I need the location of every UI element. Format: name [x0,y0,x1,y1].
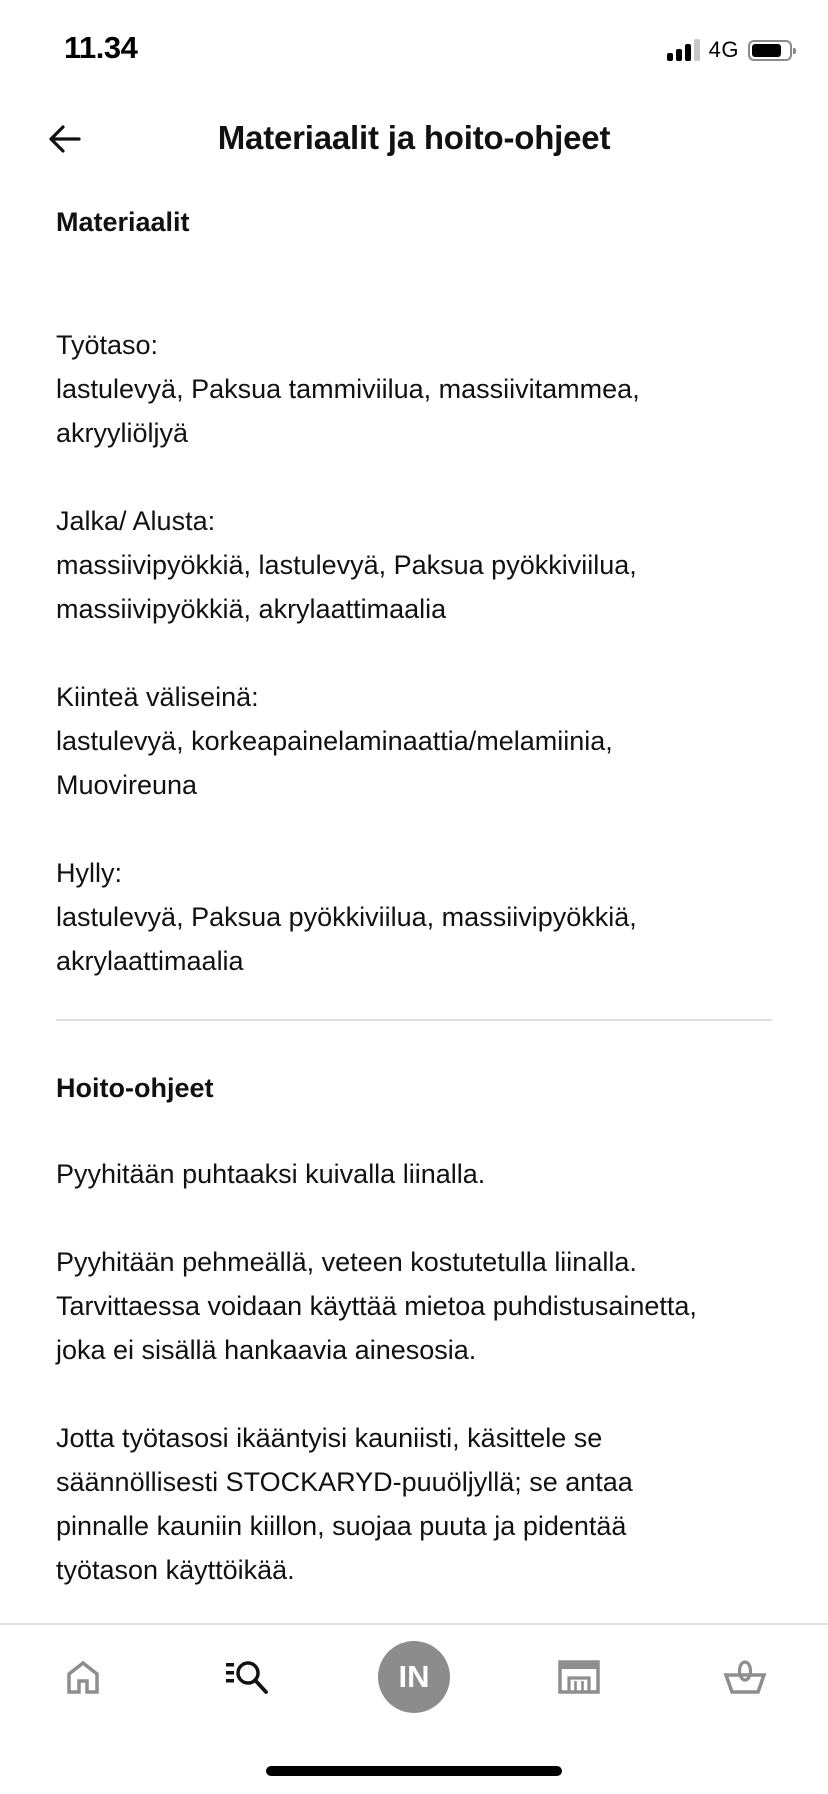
material-value: massiivipyökkiä, akrylaattimaalia [56,594,447,624]
material-value: massiivipyökkiä, lastulevyä, Paksua pyökkiviilua, [56,550,637,580]
care-paragraph [56,1416,786,1592]
nav-store[interactable] [529,1625,629,1729]
care-line: joka ei sisällä hankaavia ainesosia. [56,1335,477,1365]
care-line: Pyyhitään pehmeällä, veteen kostutetulla liinalla. [56,1247,637,1277]
care-paragraph [56,1240,786,1372]
care-line: Tarvittaessa voidaan käyttää mietoa puhdistusainetta, [56,1291,697,1321]
care-line: Pyyhitään puhtaaksi kuivalla liinalla. [56,1159,486,1189]
home-icon [66,1660,100,1694]
care-line: pinnalle kauniin kiillon, suojaa puuta ja pidentää [56,1511,627,1541]
material-label: Kiinteä väliseinä: [56,682,259,712]
status-bar [0,0,828,90]
nav-profile[interactable] [364,1625,464,1729]
avatar-initials: IN [398,1659,430,1694]
materials-heading: Materiaalit [56,207,190,237]
search-list-icon [225,1660,271,1694]
network-type: 4G [708,37,739,62]
material-group-worktop [56,323,786,455]
material-value: akryyliöljyä [56,418,189,448]
avatar [378,1641,450,1713]
signal-strength-icon [667,39,700,61]
material-group-base [56,499,786,631]
material-label: Jalka/ Alusta: [56,506,216,536]
store-icon [558,1660,600,1694]
material-value: lastulevyä, korkeapainelaminaattia/melamiinia, [56,726,613,756]
battery-icon [748,40,792,61]
nav-basket[interactable] [695,1625,795,1729]
care-line: säännöllisesti STOCKARYD-puuöljyllä; se antaa [56,1467,633,1497]
material-value: lastulevyä, Paksua tammiviilua, massiivitammea, [56,374,640,404]
home-indicator[interactable] [266,1766,562,1776]
material-value: lastulevyä, Paksua pyökkiviilua, massiivipyökkiä, [56,902,637,932]
care-line: Jotta työtasosi ikääntyisi kauniisti, käsittele se [56,1423,603,1453]
nav-home[interactable] [33,1625,133,1729]
care-instructions [56,1152,786,1592]
care-line: työtason käyttöikää. [56,1555,295,1585]
material-group-partition [56,675,786,807]
basket-icon [723,1660,767,1694]
material-value: Muovireuna [56,770,198,800]
status-time: 11.34 [64,30,138,65]
material-group-shelf [56,851,786,983]
section-divider [56,1019,772,1021]
materials-list [56,323,786,983]
material-label: Työtaso: [56,330,159,360]
care-heading: Hoito-ohjeet [56,1073,214,1103]
nav-search[interactable] [198,1625,298,1729]
material-label: Hylly: [56,858,122,888]
material-value: akrylaattimaalia [56,946,244,976]
care-paragraph [56,1152,786,1196]
status-indicators [667,38,792,62]
page-header [0,100,828,176]
page-title: Materiaalit ja hoito-ohjeet [217,119,611,156]
